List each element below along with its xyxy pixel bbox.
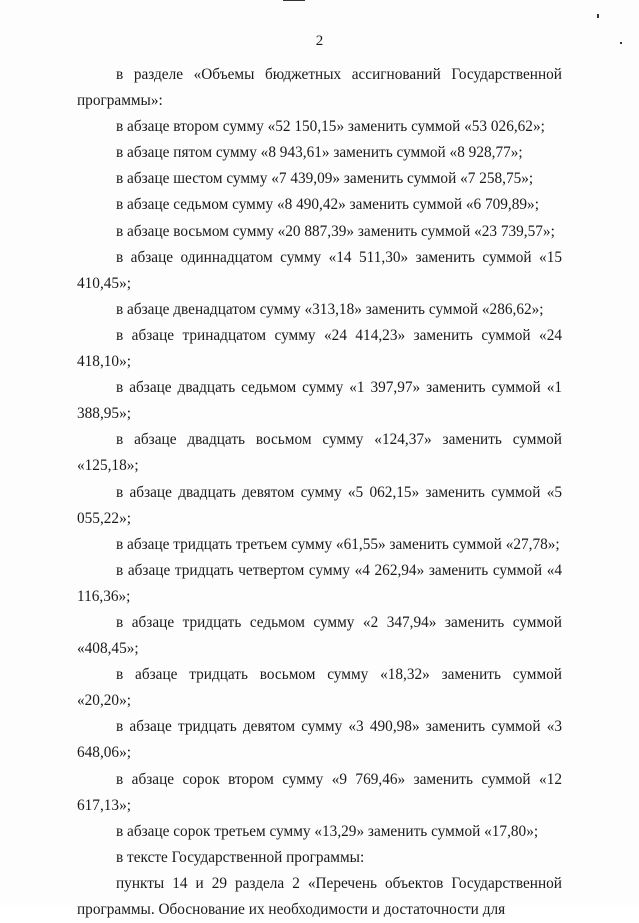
page-number: 2 [315,33,324,49]
document-body [77,62,562,923]
paragraph: в абзаце одиннадцатом сумму «14 511,30» заменить суммой «15 410,45»; [77,248,562,292]
paragraph: в абзаце двадцать восьмом сумму «124,37» заменить суммой «125,18»; [77,431,562,475]
paragraph: в тексте Государственной программы: [116,848,365,866]
scan-mark [283,0,305,1]
paragraph: в абзаце тридцать четвертом сумму «4 262,94» заменить суммой «4 116,36»; [77,561,562,605]
paragraph: пункты 14 и 29 раздела 2 «Перечень объектов Государственной программы. Обоснование их необходимости и достаточности для [77,874,562,918]
paragraph: в абзаце тридцать третьем сумму «61,55» заменить суммой «27,78»; [116,535,560,553]
paragraph: в абзаце тридцать седьмом сумму «2 347,94» заменить суммой «408,45»; [77,613,562,658]
scan-mark [597,14,599,18]
paragraph: в абзаце седьмом сумму «8 490,42» заменить суммой «6 709,89»; [116,196,539,214]
paragraph: в абзаце двенадцатом сумму «313,18» заменить суммой «286,62»; [116,300,544,318]
paragraph: в разделе «Объемы бюджетных ассигнований Государственной программы»: [77,66,562,110]
paragraph: в абзаце пятом сумму «8 943,61» заменить суммой «8 928,77»; [116,144,523,162]
paragraph: в абзаце двадцать седьмом сумму «1 397,97» заменить суммой «1 388,95»; [77,379,562,423]
paragraph: в абзаце тридцать девятом сумму «3 490,98» заменить суммой «3 648,06»; [77,718,562,762]
paragraph: в абзаце шестом сумму «7 439,09» заменить суммой «7 258,75»; [116,170,534,188]
paragraph: в абзаце тринадцатом сумму «24 414,23» заменить суммой «24 418,10»; [77,326,562,371]
paragraph: в абзаце втором сумму «52 150,15» заменить суммой «53 026,62»; [116,118,545,136]
paragraph: в абзаце восьмом сумму «20 887,39» заменить суммой «23 739,57»; [116,222,555,240]
paragraph: в абзаце сорок третьем сумму «13,29» заменить суммой «17,80»; [116,822,539,840]
paragraph: в абзаце сорок втором сумму «9 769,46» заменить суммой «12 617,13»; [77,770,562,814]
paragraph: в абзаце тридцать восьмом сумму «18,32» заменить суммой «20,20»; [77,666,562,710]
paragraph: в абзаце двадцать девятом сумму «5 062,15» заменить суммой «5 055,22»; [77,483,562,527]
